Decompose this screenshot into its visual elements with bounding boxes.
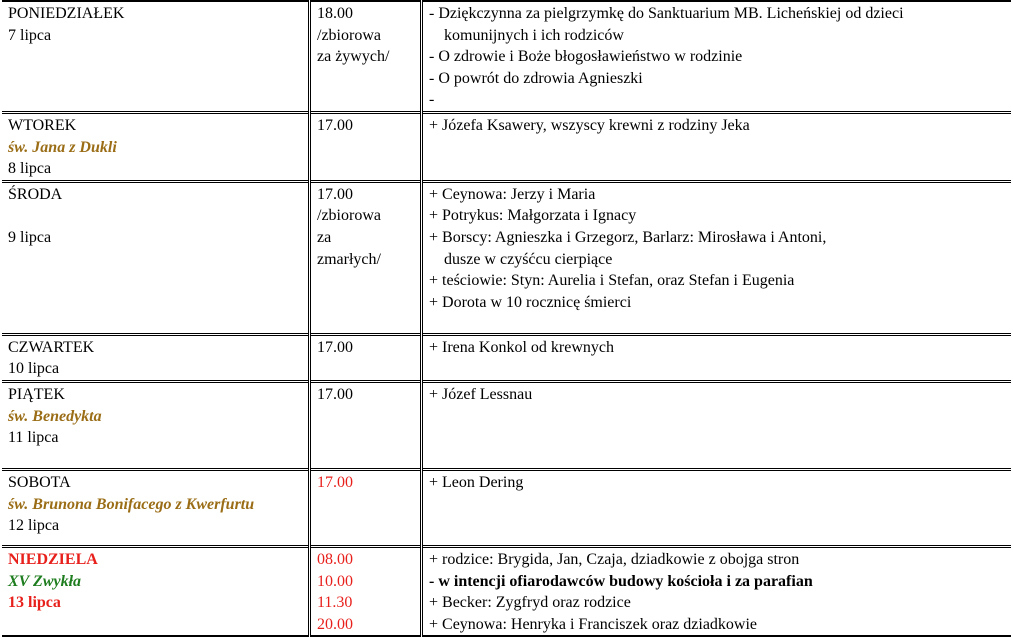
day-name: CZWARTEK xyxy=(8,338,95,356)
table-row-sunday xyxy=(2,546,1011,636)
intentions-cell xyxy=(422,181,1012,334)
intention: - O powrót do zdrowia Agnieszki xyxy=(429,69,643,87)
saint-name: św. Benedykta xyxy=(8,407,102,425)
mass-time: 17.00 xyxy=(317,116,353,134)
time-cell xyxy=(310,546,422,636)
intention: + Dorota w 10 rocznicę śmierci xyxy=(429,293,632,311)
intention: + Józefa Ksawery, wszyscy krewni z rodziny Jeka xyxy=(429,116,750,134)
time-cell xyxy=(310,334,422,381)
day-name: WTOREK xyxy=(8,116,77,134)
day-cell xyxy=(2,334,310,381)
mass-time: 18.00 xyxy=(317,5,353,22)
intentions-cell xyxy=(422,112,1012,181)
mass-time: 11.30 xyxy=(317,594,353,612)
table-row-wednesday xyxy=(2,181,1011,334)
day-cell xyxy=(2,546,310,636)
mass-time: 10.00 xyxy=(317,572,353,590)
day-name: PONIEDZIAŁEK xyxy=(8,5,125,22)
day-date: 7 lipca xyxy=(8,26,52,44)
day-name: NIEDZIELA xyxy=(8,550,98,568)
day-name: ŚRODA xyxy=(8,185,63,203)
mass-note: zmarłych/ xyxy=(317,250,381,268)
time-cell xyxy=(310,469,422,546)
intentions-cell xyxy=(422,546,1012,636)
mass-time: 17.00 xyxy=(317,338,353,356)
intention: + Becker: Zygfryd oraz rodzice xyxy=(429,594,631,612)
day-cell xyxy=(2,469,310,546)
intention: - w intencji ofiarodawców budowy kościoła i za parafian xyxy=(429,572,813,590)
table-row-saturday xyxy=(2,469,1011,546)
table-row-tuesday xyxy=(2,112,1011,181)
day-date: 10 lipca xyxy=(8,360,60,378)
intention: + Leon Dering xyxy=(429,473,524,491)
intention-continuation: dusze w czyśćcu cierpiące xyxy=(444,250,613,268)
table-row-thursday xyxy=(2,334,1011,381)
time-cell xyxy=(310,112,422,181)
day-name: PIĄTEK xyxy=(8,385,65,403)
intention: + teściowie: Styn: Aurelia i Stefan, oraz Stefan i Eugenia xyxy=(429,272,795,290)
mass-time: 17.00 xyxy=(317,473,353,491)
table-row-monday xyxy=(2,1,1011,112)
day-date: 8 lipca xyxy=(8,160,52,178)
intention-continuation: komunijnych i ich rodziców xyxy=(444,26,624,44)
day-date: 9 lipca xyxy=(8,228,52,246)
intention: + Ceynowa: Jerzy i Maria xyxy=(429,185,596,203)
saint-name: św. Jana z Dukli xyxy=(8,138,117,156)
intention: + Ceynowa: Henryka i Franciszek oraz dziadkowie xyxy=(429,615,758,633)
day-cell xyxy=(2,1,310,112)
day-cell xyxy=(2,381,310,469)
time-cell xyxy=(310,381,422,469)
intention: - O zdrowie i Boże błogosławieństwo w rodzinie xyxy=(429,48,743,66)
intention: + Potrykus: Małgorzata i Ignacy xyxy=(429,207,637,225)
intention: + Józef Lessnau xyxy=(429,385,533,403)
feast-name: XV Zwykła xyxy=(8,572,82,590)
day-name: SOBOTA xyxy=(8,473,71,491)
intentions-cell xyxy=(422,1,1012,112)
intentions-cell xyxy=(422,381,1012,469)
day-date: 12 lipca xyxy=(8,517,60,535)
mass-time: 17.00 xyxy=(317,185,353,203)
mass-note: za xyxy=(317,228,332,246)
spacer xyxy=(8,205,302,227)
intention: + Irena Konkol od krewnych xyxy=(429,338,614,356)
mass-time: 17.00 xyxy=(317,385,353,403)
mass-note: /zbiorowa xyxy=(317,207,381,225)
mass-time: 20.00 xyxy=(317,615,353,633)
intentions-cell xyxy=(422,469,1012,546)
mass-time: 08.00 xyxy=(317,550,353,568)
intention: + Borscy: Agnieszka i Grzegorz, Barlarz: Mirosława i Antoni, xyxy=(429,228,827,246)
intention: + rodzice: Brygida, Jan, Czaja, dziadkowie z obojga stron xyxy=(429,550,800,568)
day-date: 13 lipca xyxy=(8,594,61,612)
saint-name: św. Brunona Bonifacego z Kwerfurtu xyxy=(8,495,255,513)
table-row-friday xyxy=(2,381,1011,469)
intention: - xyxy=(429,91,435,109)
day-cell xyxy=(2,112,310,181)
intention: - Dziękczynna za pielgrzymkę do Sanktuarium MB. Licheńskiej od dzieci xyxy=(429,5,904,22)
time-cell xyxy=(310,181,422,334)
day-cell xyxy=(2,181,310,334)
time-cell xyxy=(310,1,422,112)
intentions-cell xyxy=(422,334,1012,381)
mass-note: /zbiorowa xyxy=(317,26,381,44)
day-date: 11 lipca xyxy=(8,429,59,447)
mass-intentions-table xyxy=(2,0,1011,637)
mass-note: za żywych/ xyxy=(317,48,390,66)
